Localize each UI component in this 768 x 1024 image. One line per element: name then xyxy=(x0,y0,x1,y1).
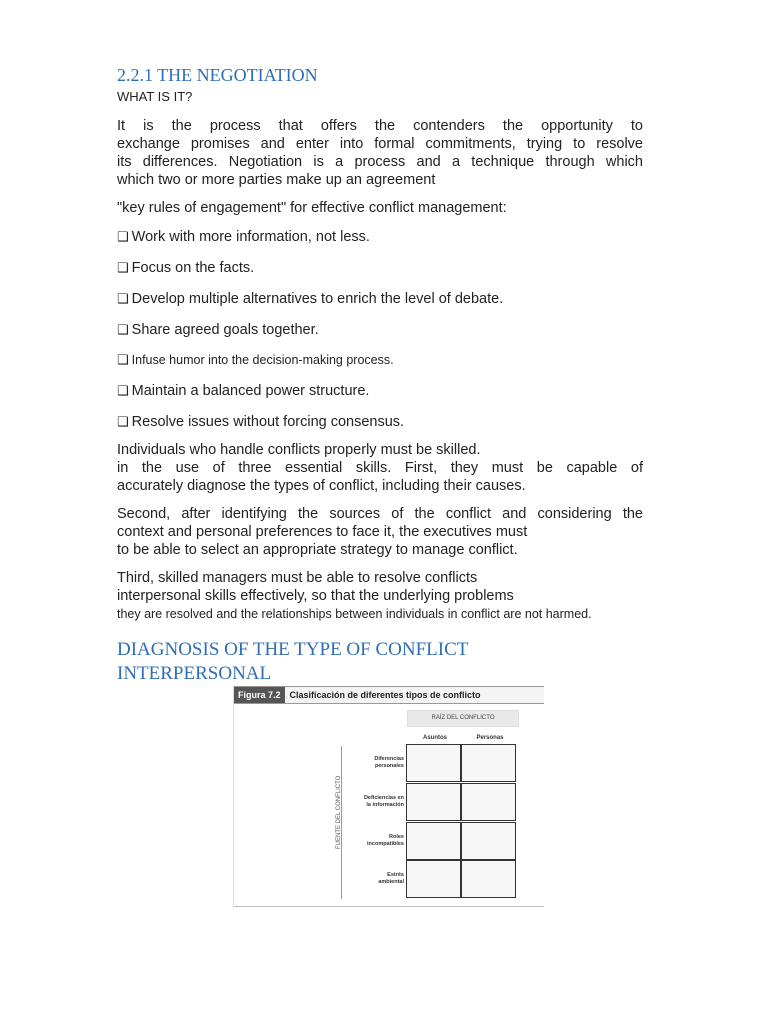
figure-title: Clasificación de diferentes tipos de conflicto xyxy=(289,690,481,700)
paragraph-skills xyxy=(117,441,643,495)
checkbox-square-icon: ❑ xyxy=(117,230,129,245)
list-item: ❑ Share agreed goals together. xyxy=(117,322,319,338)
list-item: ❑ Work with more information, not less. xyxy=(117,229,370,245)
rules-intro xyxy=(117,199,643,217)
section-title: 2.2.1 THE NEGOTIATION xyxy=(117,65,318,85)
grid-cell xyxy=(406,783,461,821)
list-item: ❑ Focus on the facts. xyxy=(117,260,255,276)
text-line: Second, after identifying the sources of the conflict and considering the xyxy=(117,506,643,522)
text-line: context and personal preferences to face it, the executives must xyxy=(117,524,528,540)
checkbox-square-icon: ❑ xyxy=(117,384,129,399)
text-line: It is the process that offers the contenders the opportunity to xyxy=(117,118,643,134)
checkbox-square-icon: ❑ xyxy=(117,353,129,368)
text-line: interpersonal skills effectively, so that the underlying problems xyxy=(117,588,514,604)
row-label: Estrés ambiental xyxy=(378,872,404,885)
conflict-classification-figure xyxy=(233,686,544,907)
list-item: ❑ Resolve issues without forcing consensus. xyxy=(117,414,405,430)
grid-cell xyxy=(406,822,461,860)
list-item: ❑ Develop multiple alternatives to enrich the level of debate. xyxy=(117,291,504,307)
list-item: ❑ Infuse humor into the decision-making process. xyxy=(117,353,394,368)
grid-cell xyxy=(461,744,516,782)
diagnosis-title: DIAGNOSIS OF THE TYPE OF CONFLICT INTERPERSONAL xyxy=(117,639,469,684)
text-line: to be able to select an appropriate strategy to manage conflict. xyxy=(117,542,518,558)
checkbox-square-icon: ❑ xyxy=(117,292,129,307)
checkbox-square-icon: ❑ xyxy=(117,323,129,338)
grid-cell xyxy=(461,822,516,860)
source-label: FUENTE DEL CONFLICTO xyxy=(336,775,342,849)
intro-paragraph xyxy=(117,117,643,189)
grid-cell xyxy=(406,860,461,898)
row-label: Deficiencias en la información xyxy=(363,795,404,808)
text-line: in the use of three essential skills. First, they must be capable of xyxy=(117,460,643,476)
text-line: they are resolved and the relationships between individuals in conflict are not harmed. xyxy=(117,607,592,621)
grid-cell xyxy=(406,744,461,782)
list-item: ❑ Maintain a balanced power structure. xyxy=(117,383,370,399)
checkbox-square-icon: ❑ xyxy=(117,415,129,430)
checkbox-square-icon: ❑ xyxy=(117,261,129,276)
grid-cell xyxy=(461,860,516,898)
classification-grid xyxy=(406,744,518,900)
root-label: RAÍZ DEL CONFLICTO xyxy=(407,710,519,727)
text-line: exchange promises and enter into formal commitments, trying to resolve xyxy=(117,136,643,152)
paragraph-second xyxy=(117,505,643,559)
text-line: Individuals who handle conflicts properly must be skilled. xyxy=(117,442,481,458)
section-subtitle: WHAT IS IT? xyxy=(117,89,193,104)
column-header: Asuntos xyxy=(423,735,447,741)
paragraph-third xyxy=(117,569,643,623)
text-line: which two or more parties make up an agreement xyxy=(117,172,436,188)
row-label: Roles incompatibles xyxy=(367,834,404,847)
figure-tag: Figura 7.2 xyxy=(234,687,285,703)
text-line: Third, skilled managers must be able to resolve conflicts xyxy=(117,570,478,586)
row-label: Diferencias personales xyxy=(374,756,404,769)
text-line: accurately diagnose the types of conflict, including their causes. xyxy=(117,478,526,494)
column-header: Personas xyxy=(476,735,504,741)
text-line: its differences. Negotiation is a process and a technique through which xyxy=(117,154,643,170)
text-line: "key rules of engagement" for effective conflict management: xyxy=(117,200,507,216)
grid-cell xyxy=(461,783,516,821)
figure-header xyxy=(234,686,544,704)
